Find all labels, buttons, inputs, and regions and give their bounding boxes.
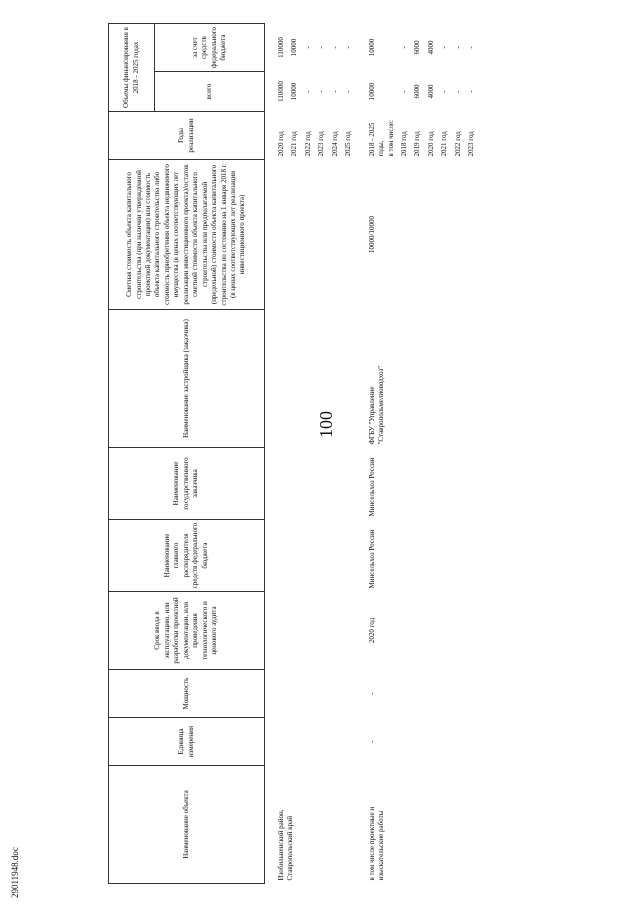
object-name-cell: в том числе проектные и изыскательские работы bbox=[367, 806, 386, 881]
header-capacity: Мощность bbox=[109, 670, 265, 718]
federal-cell: - bbox=[317, 46, 326, 49]
federal-cell: - bbox=[303, 46, 312, 49]
year-cell: 2024 год bbox=[330, 131, 339, 157]
financing-table bbox=[108, 23, 479, 884]
header-developer: Наименование застройщика (заказчика) bbox=[109, 310, 265, 448]
federal-cell: 4000 bbox=[426, 40, 435, 55]
total-cell: - bbox=[330, 90, 339, 93]
year-cell: 2023 год bbox=[317, 131, 326, 157]
total-cell: 4000 bbox=[426, 84, 435, 99]
federal-cell: 110000 bbox=[277, 37, 285, 58]
total-cell: - bbox=[303, 90, 312, 93]
total-cell: 6000 bbox=[413, 84, 422, 99]
incl-text: в том числе: bbox=[386, 120, 395, 157]
rotated-table-container bbox=[108, 24, 578, 884]
year-cell: 2020 год bbox=[426, 131, 435, 157]
year-cell: 2020 год bbox=[277, 131, 285, 157]
period-text: 2018 - 2025 годы, bbox=[367, 122, 386, 157]
federal-cell: - bbox=[467, 46, 476, 49]
header-object-name: Наименование объекта bbox=[109, 766, 265, 884]
state-customer-cell: Минсельхоз России bbox=[367, 457, 376, 517]
total-cell: 10000 bbox=[290, 82, 299, 101]
header-total: всего bbox=[155, 72, 265, 112]
table-row bbox=[366, 24, 398, 884]
table-row bbox=[342, 24, 355, 884]
year-cell: 2023 год bbox=[467, 131, 476, 157]
header-unit: Единица измерения bbox=[109, 718, 265, 766]
header-state-customer: Наименование государственного заказчика bbox=[109, 448, 265, 520]
header-estimated-cost: Сметная стоимость объекта капитального строительства (при наличии утвержденной проектной документации) или стоимость объекта капитального строительства либо стоимость приобретения объекта недвижимого имущества (в ценах соответствующих лет реализации инвестиционного проекта)/остаток сметной стоимости объекта капитального строительства или предполагаемой (предельной) стоимости объекта капитального строительства по состоянию на 1 января 2018 г. (в ценах соответствующих лет реализации инвестиционного проекта) bbox=[109, 160, 265, 310]
period-cell bbox=[366, 112, 398, 160]
total-cell: 110000 bbox=[277, 81, 285, 102]
federal-cell: 10000 bbox=[290, 38, 299, 57]
year-cell: 2018 год bbox=[399, 131, 408, 157]
page-number: 100 bbox=[316, 411, 336, 438]
total-cell: - bbox=[467, 90, 476, 93]
table-row bbox=[275, 24, 288, 884]
main-manager-cell: Минсельхоз России bbox=[367, 529, 376, 589]
header-commissioning: Срок ввода в эксплуатацию, или разработки проектной документации, или проведения технологического и ценового аудита bbox=[109, 592, 265, 670]
total-cell: - bbox=[453, 90, 462, 93]
federal-cell: - bbox=[399, 46, 408, 49]
year-cell: 2022 год bbox=[453, 131, 462, 157]
table-row bbox=[315, 24, 328, 884]
total-cell: 10000 bbox=[367, 82, 376, 101]
federal-cell: 10000 bbox=[367, 38, 376, 57]
federal-cell: - bbox=[440, 46, 449, 49]
estimated-cost-cell: 10000/10000 bbox=[367, 216, 376, 253]
table-row bbox=[329, 24, 342, 884]
header-funding-group: Объемы финансирования в 2018 - 2025 годах bbox=[109, 24, 155, 112]
total-cell: - bbox=[399, 90, 408, 93]
year-cell: 2021 год bbox=[440, 131, 449, 157]
federal-cell: - bbox=[344, 46, 353, 49]
table-row bbox=[288, 24, 301, 884]
federal-cell: - bbox=[330, 46, 339, 49]
doc-id: 29011948.doc bbox=[10, 847, 20, 898]
table-row bbox=[302, 24, 315, 884]
commissioning-cell: 2020 год bbox=[367, 617, 376, 644]
year-cell: 2025 год bbox=[344, 131, 353, 157]
header-years: Годы реализации bbox=[109, 112, 265, 160]
federal-cell: - bbox=[453, 46, 462, 49]
object-name-cell: Изобильненский район, Ставропольский край bbox=[277, 809, 295, 881]
year-cell: 2019 год bbox=[413, 131, 422, 157]
year-cell: 2022 год bbox=[303, 131, 312, 157]
total-cell: - bbox=[317, 90, 326, 93]
unit-cell: - bbox=[367, 740, 376, 743]
total-cell: - bbox=[440, 90, 449, 93]
developer-cell: ФГБУ "Управление "Ставропольмелиоводхоз" bbox=[367, 365, 386, 445]
year-cell: 2021 год bbox=[290, 131, 299, 157]
federal-cell: 6000 bbox=[413, 40, 422, 55]
header-federal: за счет средств федерального бюджета bbox=[155, 24, 265, 72]
total-cell: - bbox=[344, 90, 353, 93]
capacity-cell: - bbox=[367, 692, 376, 695]
header-main-manager: Наименование главного распорядителя средств федерального бюджета bbox=[109, 520, 265, 592]
